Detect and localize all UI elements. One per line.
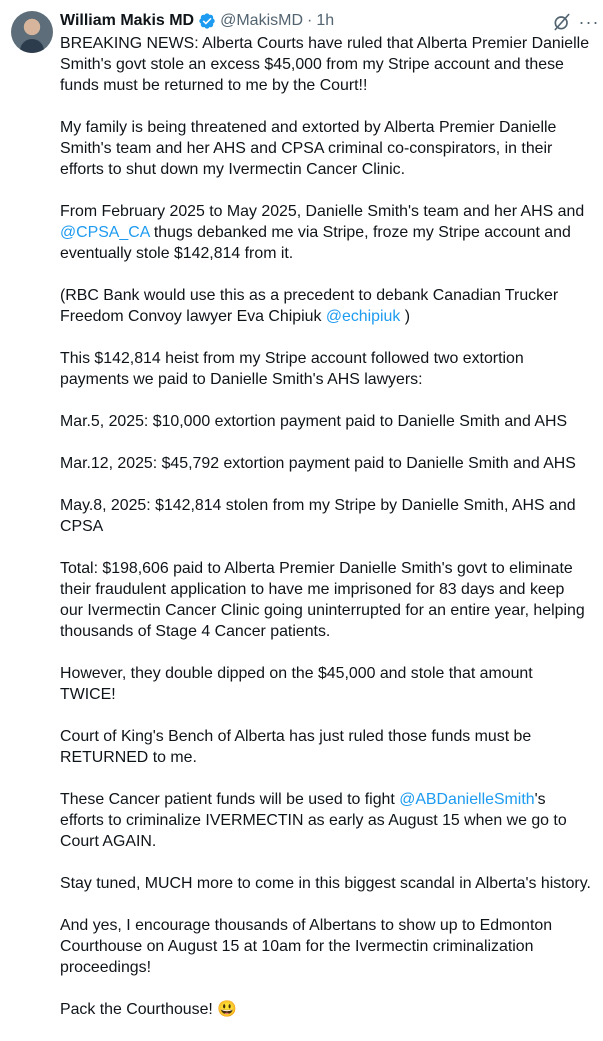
tweet-line xyxy=(60,831,603,852)
author-name[interactable]: William Makis MD xyxy=(60,12,195,29)
tweet-line xyxy=(60,810,603,831)
tweet-paragraph xyxy=(60,495,603,537)
tweet-line xyxy=(60,726,603,747)
tweet-text-segment: This $142,814 heist from my Stripe account followed two extortion xyxy=(60,350,524,367)
tweet-line xyxy=(60,54,603,75)
tweet-paragraph xyxy=(60,117,603,180)
tweet-text-segment: funds must be returned to me by the Court!! xyxy=(60,77,368,94)
tweet-line xyxy=(60,369,603,390)
tweet-line xyxy=(60,306,603,327)
tweet-paragraph xyxy=(60,999,603,1020)
tweet-paragraph xyxy=(60,285,603,327)
tweet-line xyxy=(60,684,603,705)
tweet-line xyxy=(60,747,603,768)
tweet-line xyxy=(60,33,603,54)
tweet-timestamp[interactable]: 1h xyxy=(316,12,335,29)
tweet-text-segment: TWICE! xyxy=(60,686,116,703)
tweet-line xyxy=(60,495,603,516)
tweet-line xyxy=(60,138,603,159)
tweet-text-segment: their fraudulent application to have me imprisoned for 83 days and keep xyxy=(60,581,565,598)
tweet-line xyxy=(60,222,603,243)
tweet-line xyxy=(60,873,603,894)
tweet-text-segment: CPSA xyxy=(60,518,104,535)
mention-link[interactable]: @ABDanielleSmith xyxy=(399,791,535,808)
tweet-text-segment: Court of King's Bench of Alberta has just ruled those funds must be xyxy=(60,728,532,745)
tweet-line xyxy=(60,621,603,642)
grok-icon[interactable] xyxy=(551,11,573,33)
tweet-text-segment: ) xyxy=(400,308,410,325)
tweet-line xyxy=(60,159,603,180)
mention-link[interactable]: @CPSA_CA xyxy=(60,224,150,241)
tweet-paragraph xyxy=(60,411,603,432)
tweet-text-segment: payments we paid to Danielle Smith's AHS lawyers: xyxy=(60,371,423,388)
tweet-paragraph xyxy=(60,873,603,894)
tweet-text-segment: Stay tuned, MUCH more to come in this biggest scandal in Alberta's history. xyxy=(60,875,591,892)
tweet-text-segment: efforts to criminalize IVERMECTIN as early as August 15 when we go to xyxy=(60,812,567,829)
verified-badge-icon xyxy=(198,12,216,30)
tweet-line xyxy=(60,348,603,369)
tweet-line xyxy=(60,411,603,432)
tweet-paragraph xyxy=(60,201,603,264)
author-handle[interactable]: @MakisMD xyxy=(220,12,304,29)
tweet-text-segment: May.8, 2025: $142,814 stolen from my Stripe by Danielle Smith, AHS and xyxy=(60,497,576,514)
tweet-text-segment: BREAKING NEWS: Alberta Courts have ruled that Alberta Premier Danielle xyxy=(60,35,590,52)
tweet-text-segment: RETURNED to me. xyxy=(60,749,197,766)
tweet-line xyxy=(60,936,603,957)
tweet-text-segment: efforts to shut down my Ivermectin Cancer Clinic. xyxy=(60,161,406,178)
tweet-text-segment: (RBC Bank would use this as a precedent to debank Canadian Trucker xyxy=(60,287,559,304)
author-avatar[interactable] xyxy=(11,11,53,53)
tweet-text-segment: 's xyxy=(534,791,546,808)
tweet-text-segment: Total: $198,606 paid to Alberta Premier Danielle Smith's govt to eliminate xyxy=(60,560,573,577)
tweet-paragraph xyxy=(60,663,603,705)
tweet-line xyxy=(60,285,603,306)
separator-dot: · xyxy=(307,12,313,29)
tweet-line xyxy=(60,957,603,978)
tweet-line xyxy=(60,243,603,264)
tweet-line xyxy=(60,558,603,579)
tweet-line xyxy=(60,117,603,138)
mention-link[interactable]: @echipiuk xyxy=(325,308,401,325)
tweet-text-segment: From February 2025 to May 2025, Danielle Smith's team and her AHS and xyxy=(60,203,585,220)
tweet-text-segment: Courthouse on August 15 at 10am for the Ivermectin criminalization xyxy=(60,938,534,955)
tweet-line xyxy=(60,201,603,222)
tweet-line xyxy=(60,999,603,1020)
tweet-text-segment: Mar.12, 2025: $45,792 extortion payment paid to Danielle Smith and AHS xyxy=(60,455,576,472)
tweet-paragraph xyxy=(60,33,603,96)
more-icon[interactable]: ··· xyxy=(578,11,600,32)
tweet-paragraph xyxy=(60,348,603,390)
tweet-text-segment: eventually stole $142,814 from it. xyxy=(60,245,294,262)
tweet-paragraph xyxy=(60,915,603,978)
tweet-text-segment: Court AGAIN. xyxy=(60,833,157,850)
tweet-line xyxy=(60,579,603,600)
tweet-paragraph xyxy=(60,558,603,642)
tweet-text-segment: Pack the Courthouse! 😃 xyxy=(60,1001,238,1018)
tweet-line xyxy=(60,453,603,474)
tweet-text-segment: And yes, I encourage thousands of Albertans to show up to Edmonton xyxy=(60,917,553,934)
tweet-paragraph xyxy=(60,726,603,768)
tweet-text-segment: thugs debanked me via Stripe, froze my Stripe account and xyxy=(149,224,571,241)
tweet-text-segment: thousands of Stage 4 Cancer patients. xyxy=(60,623,331,640)
tweet-text-segment: Freedom Convoy lawyer Eva Chipiuk xyxy=(60,308,326,325)
tweet-text-segment: However, they double dipped on the $45,000 and stole that amount xyxy=(60,665,533,682)
tweet-text-segment: My family is being threatened and extorted by Alberta Premier Danielle xyxy=(60,119,557,136)
tweet-text-segment: our Ivermectin Cancer Clinic going uninterrupted for an entire year, helping xyxy=(60,602,585,619)
tweet-text xyxy=(60,33,603,1041)
tweet-text-segment: These Cancer patient funds will be used to fight xyxy=(60,791,400,808)
tweet-line xyxy=(60,789,603,810)
tweet-paragraph xyxy=(60,789,603,852)
tweet-paragraph xyxy=(60,453,603,474)
tweet-header xyxy=(60,11,334,31)
tweet-text-segment: Mar.5, 2025: $10,000 extortion payment paid to Danielle Smith and AHS xyxy=(60,413,568,430)
tweet-line xyxy=(60,75,603,96)
tweet-text-segment: Smith's govt stole an excess $45,000 from my Stripe account and these xyxy=(60,56,564,73)
tweet-line xyxy=(60,600,603,621)
tweet-line xyxy=(60,516,603,537)
tweet-line xyxy=(60,663,603,684)
tweet-line xyxy=(60,915,603,936)
tweet-text-segment: proceedings! xyxy=(60,959,151,976)
tweet-text-segment: Smith's team and her AHS and CPSA criminal co-conspirators, in their xyxy=(60,140,553,157)
